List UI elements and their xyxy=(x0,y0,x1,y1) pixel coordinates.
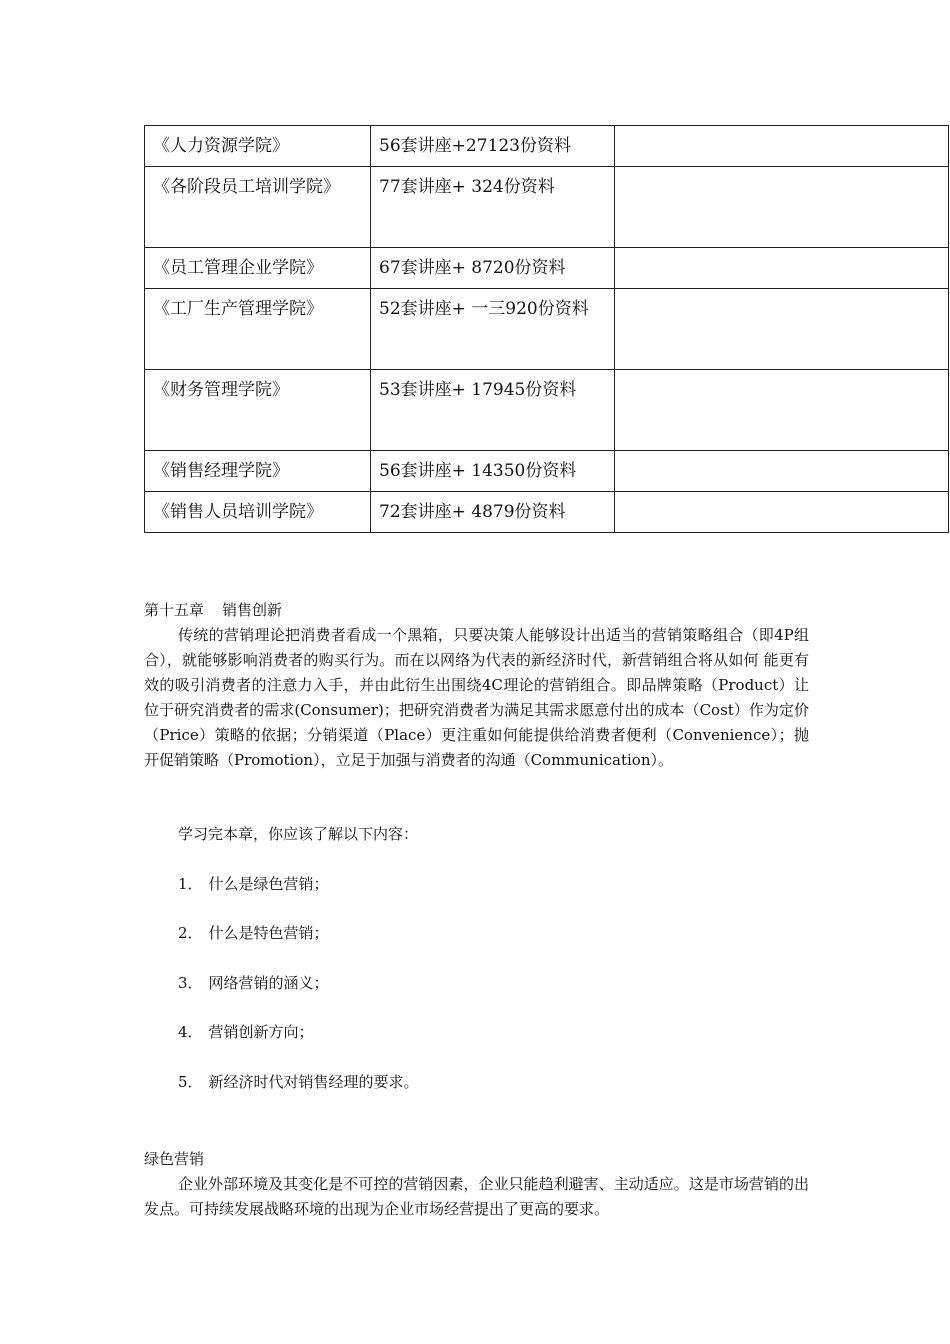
objectives-lead: 学习完本章，你应该了解以下内容： xyxy=(178,825,419,843)
list-item xyxy=(178,872,329,897)
course-note xyxy=(615,451,949,492)
course-note xyxy=(615,370,949,451)
course-name: 《员工管理企业学院》 xyxy=(145,248,371,289)
table-row xyxy=(145,167,949,248)
table-row xyxy=(145,289,949,370)
list-item xyxy=(178,1020,314,1045)
section-title: 绿色营销 xyxy=(144,1150,205,1168)
course-note xyxy=(615,289,949,370)
table-row xyxy=(145,451,949,492)
table-row xyxy=(145,248,949,289)
course-note xyxy=(615,167,949,248)
chapter-intro xyxy=(144,623,809,773)
course-name: 《各阶段员工培训学院》 xyxy=(145,167,371,248)
course-note xyxy=(615,492,949,533)
table-row xyxy=(145,492,949,533)
list-item xyxy=(178,921,329,946)
course-detail: 67套讲座+ 8720份资料 xyxy=(371,248,615,289)
course-name: 《销售人员培训学院》 xyxy=(145,492,371,533)
chapter-heading xyxy=(144,598,282,623)
list-number: 2． xyxy=(178,924,203,942)
list-text: 什么是绿色营销； xyxy=(208,875,329,893)
section-paragraph: 企业外部环境及其变化是不可控的营销因素，企业只能趋利避害、主动适应。这是市场营销的出发点。可持续发展战略环境的出现为企业市场经营提出了更高的要求。 xyxy=(144,1175,809,1218)
course-note xyxy=(615,126,949,167)
list-number: 5． xyxy=(178,1073,203,1091)
course-note xyxy=(615,248,949,289)
list-item xyxy=(178,1070,419,1095)
list-number: 1． xyxy=(178,875,203,893)
course-detail: 52套讲座+ 一三920份资料 xyxy=(371,289,615,370)
chapter-title: 销售创新 xyxy=(222,601,283,619)
list-text: 新经济时代对销售经理的要求。 xyxy=(208,1073,419,1091)
table-row xyxy=(145,370,949,451)
course-detail: 77套讲座+ 324份资料 xyxy=(371,167,615,248)
course-table xyxy=(144,125,949,533)
course-detail: 72套讲座+ 4879份资料 xyxy=(371,492,615,533)
course-detail: 56套讲座+27123份资料 xyxy=(371,126,615,167)
course-detail: 56套讲座+ 14350份资料 xyxy=(371,451,615,492)
list-item xyxy=(178,971,329,996)
list-text: 营销创新方向； xyxy=(208,1023,314,1041)
list-number: 4． xyxy=(178,1023,203,1041)
course-detail: 53套讲座+ 17945份资料 xyxy=(371,370,615,451)
list-text: 什么是特色营销； xyxy=(208,924,329,942)
course-name: 《销售经理学院》 xyxy=(145,451,371,492)
chapter-number: 第十五章 xyxy=(144,601,205,619)
list-text: 网络营销的涵义； xyxy=(208,974,329,992)
section-body xyxy=(144,1172,809,1222)
course-name: 《工厂生产管理学院》 xyxy=(145,289,371,370)
course-name: 《财务管理学院》 xyxy=(145,370,371,451)
course-name: 《人力资源学院》 xyxy=(145,126,371,167)
table-row xyxy=(145,126,949,167)
list-number: 3． xyxy=(178,974,203,992)
intro-paragraph: 传统的营销理论把消费者看成一个黑箱，只要决策人能够设计出适当的营销策略组合（即4P组合），就能够影响消费者的购买行为。而在以网络为代表的新经济时代，新营销组合将从如何 能更有效的吸引消费者的注意力入手，并由此衍生出围绕4C理论的营销组合。即品牌策略（Product）让位于研究消费者的需求(Consumer)；把研究消费者为满足其需求愿意付出的成本（Cost）作为定价（Price）策略的依据；分销渠道（Place）更注重如何能提供给消费者便利（Convenience）；抛开促销策略（Promotion），立足于加强与消费者的沟通（Communication）。 xyxy=(144,626,809,769)
